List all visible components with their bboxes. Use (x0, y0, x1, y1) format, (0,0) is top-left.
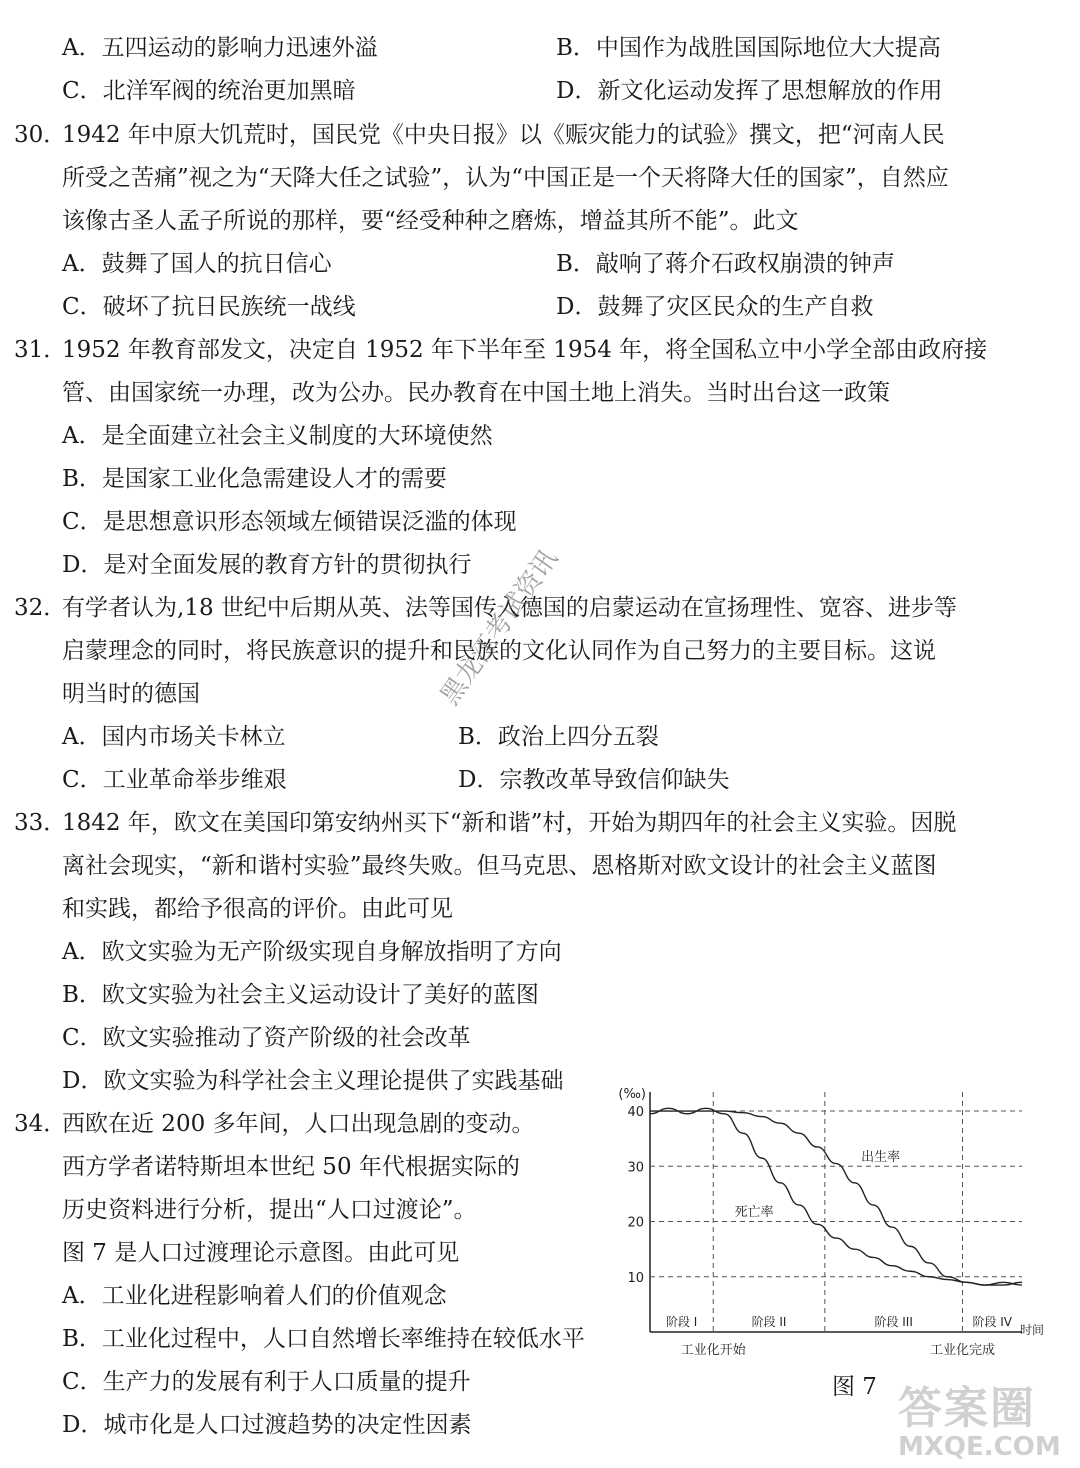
q30-stem-line: 该像古圣人孟子所说的那样，要“经受种种之磨炼，增益其所不能”。此文 (62, 208, 799, 234)
site-logo (898, 1372, 1074, 1464)
stage-label: 阶段 III (874, 1315, 913, 1329)
logo-text-bottom: MXQE.COM (898, 1432, 1061, 1462)
stage-label: 阶段 IV (972, 1315, 1013, 1329)
y-tick-label: 20 (627, 1215, 644, 1231)
q33-stem-line: 1842 年，欧文在美国印第安纳州买下“新和谐”村，开始为期四年的社会主义实验。因脱 (62, 810, 957, 836)
q33-stem-line: 和实践，都给予很高的评价。由此可见 (62, 896, 453, 922)
q34-stem-line: 图 7 是人口过渡理论示意图。由此可见 (62, 1240, 460, 1266)
q32-stem-line: 有学者认为,18 世纪中后期从英、法等国传入德国的启蒙运动在宣扬理性、宽容、进步等 (62, 595, 957, 621)
q34-stem-line: 历史资料进行分析，提出“人口过渡论”。 (62, 1197, 477, 1223)
q30-option-a: A．鼓舞了国人的抗日信心 (62, 251, 332, 277)
figure-caption: 图 7 (832, 1374, 877, 1400)
q30-stem-line: 所受之苦痛”视之为“天降大任之试验”，认为“中国正是一个天将降大任的国家”，自然应 (62, 165, 949, 191)
q34-option-a: A．工业化进程影响着人们的价值观念 (62, 1283, 447, 1309)
q32-option-c: C．工业革命举步维艰 (62, 767, 287, 793)
q33-option-d: D．欧文实验为科学社会主义理论提供了实践基础 (62, 1068, 564, 1094)
q32-option-a: A．国内市场关卡林立 (62, 724, 286, 750)
q31-number: 31． (14, 337, 67, 363)
y-tick-label: 10 (627, 1270, 644, 1286)
logo-text-top: 答案圈 (898, 1383, 1036, 1434)
q33-stem-line: 离社会现实，“新和谐村实验”最终失败。但马克思、恩格斯对欧文设计的社会主义蓝图 (62, 853, 937, 879)
q34-stem-line: 西欧在近 200 多年间，人口出现急剧的变动。 (62, 1111, 535, 1137)
q30-option-d: D．鼓舞了灾区民众的生产自救 (556, 294, 874, 320)
death-rate-line (650, 1108, 1022, 1285)
industrialization-start-label: 工业化开始 (680, 1343, 746, 1358)
q32-number: 32． (14, 595, 67, 621)
q34-number: 34． (14, 1111, 67, 1137)
q31-option-b: B．是国家工业化急需建设人才的需要 (62, 466, 447, 492)
q31-option-c: C．是思想意识形态领域左倾错误泛滥的体现 (62, 509, 517, 535)
q32-option-d: D．宗教改革导致信仰缺失 (458, 767, 730, 793)
industrialization-end-label: 工业化完成 (929, 1343, 995, 1358)
death-rate-label: 死亡率 (734, 1205, 774, 1220)
q30-option-b: B．敲响了蒋介石政权崩溃的钟声 (556, 251, 895, 277)
q29-option-d: D．新文化运动发挥了思想解放的作用 (556, 78, 943, 104)
q31-stem-line: 管、由国家统一办理，改为公办。民办教育在中国土地上消失。当时出台这一政策 (62, 380, 890, 406)
q31-stem-line: 1952 年教育部发文，决定自 1952 年下半年至 1954 年，将全国私立中小学全部由政府接 (62, 337, 988, 363)
q33-option-c: C．欧文实验推动了资产阶级的社会改革 (62, 1025, 471, 1051)
q33-option-a: A．欧文实验为无产阶级实现自身解放指明了方向 (62, 939, 562, 965)
q31-option-d: D．是对全面发展的教育方针的贯彻执行 (62, 552, 472, 578)
q29-option-b: B．中国作为战胜国国际地位大大提高 (556, 35, 941, 61)
q34-stem-line: 西方学者诺特斯坦本世纪 50 年代根据实际的 (62, 1154, 520, 1180)
q29-option-c: C．北洋军阀的统治更加黑暗 (62, 78, 356, 104)
watermark: 黑龙江考试资讯 (434, 544, 564, 711)
birth-rate-line (650, 1111, 1022, 1285)
x-axis-label: 时间 (1020, 1323, 1045, 1337)
q34-option-d: D．城市化是人口过渡趋势的决定性因素 (62, 1412, 472, 1438)
population-transition-chart (612, 1082, 1045, 1372)
q30-stem-line: 1942 年中原大饥荒时，国民党《中央日报》以《赈灾能力的试验》撰文，把“河南人民 (62, 122, 945, 148)
q34-option-b: B．工业化过程中，人口自然增长率维持在较低水平 (62, 1326, 585, 1352)
q32-stem-line: 启蒙理念的同时，将民族意识的提升和民族的文化认同作为自己努力的主要目标。这说 (62, 638, 936, 664)
q32-stem-line: 明当时的德国 (62, 681, 200, 707)
q33-option-b: B．欧文实验为社会主义运动设计了美好的蓝图 (62, 982, 539, 1008)
y-unit-label: (‰) (618, 1087, 646, 1102)
q34-option-c: C．生产力的发展有利于人口质量的提升 (62, 1369, 471, 1395)
q31-option-a: A．是全面建立社会主义制度的大环境使然 (62, 423, 493, 449)
stage-label: 阶段 I (665, 1315, 698, 1329)
q32-option-b: B．政治上四分五裂 (458, 724, 659, 750)
q30-number: 30． (14, 122, 67, 148)
q29-option-a: A．五四运动的影响力迅速外溢 (62, 35, 378, 61)
y-tick-label: 40 (627, 1105, 644, 1121)
birth-rate-label: 出生率 (861, 1149, 901, 1165)
y-tick-label: 30 (627, 1160, 644, 1176)
q33-number: 33． (14, 810, 67, 836)
stage-label: 阶段 II (751, 1315, 787, 1329)
q30-option-c: C．破坏了抗日民族统一战线 (62, 294, 356, 320)
